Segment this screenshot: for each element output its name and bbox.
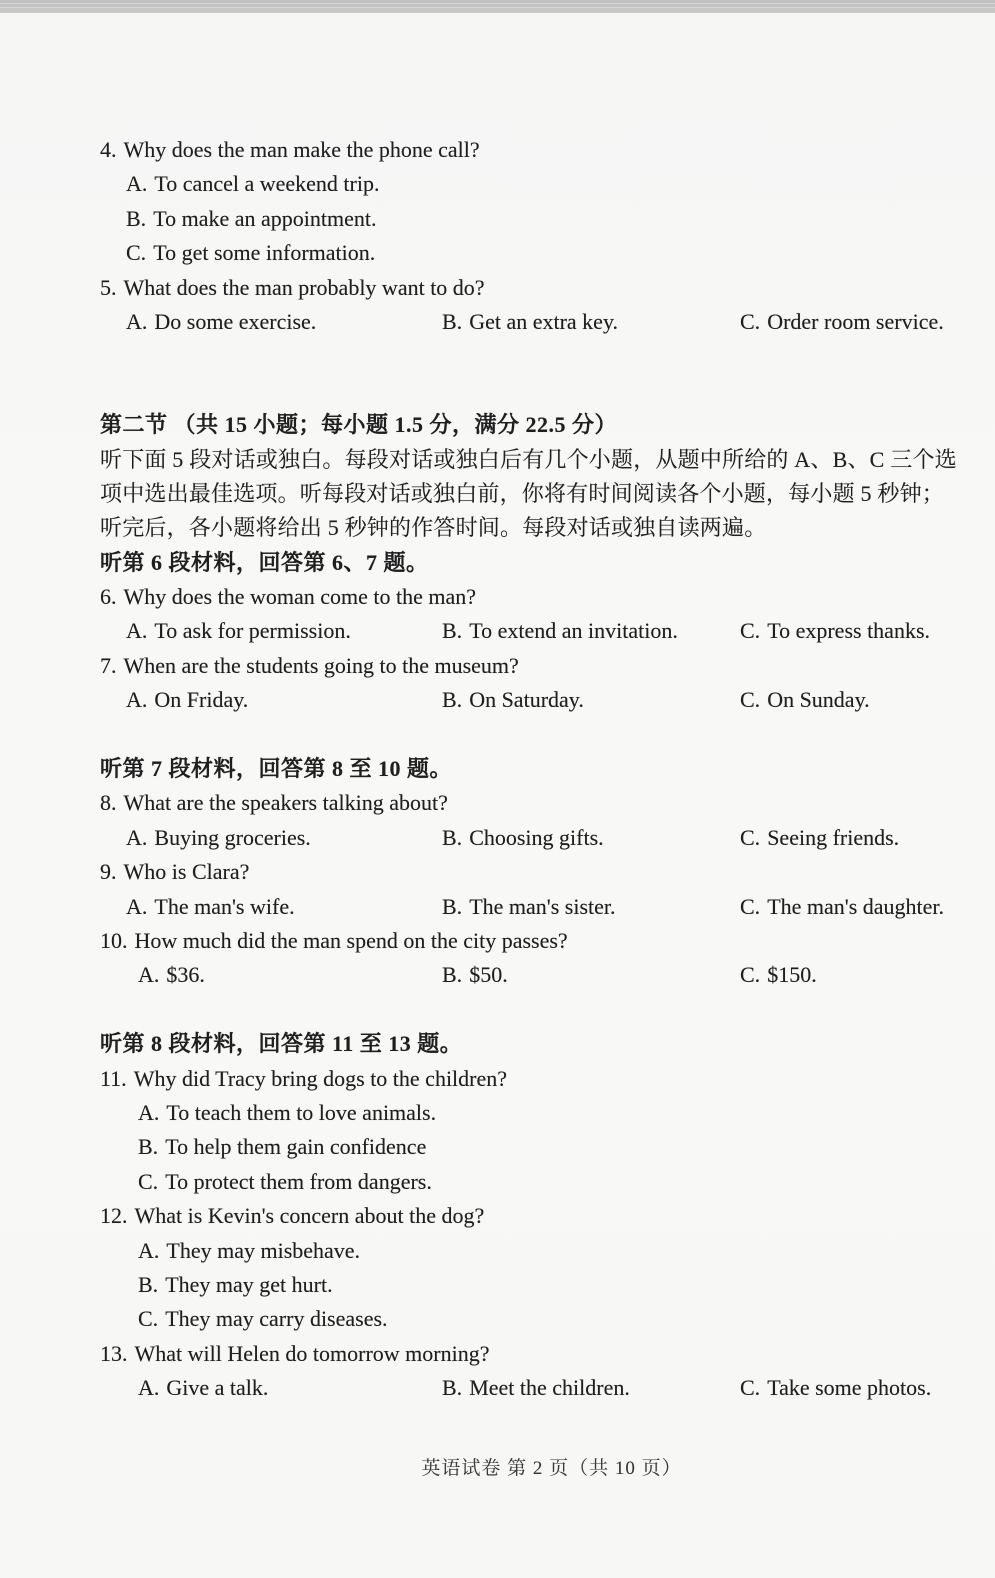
question-text: Why does the man make the phone call? — [123, 137, 480, 162]
question-13 — [100, 1337, 960, 1371]
option-4-C — [100, 236, 960, 270]
option-11-C — [100, 1165, 960, 1199]
option-6-C — [740, 614, 930, 648]
option-label: A. — [138, 1237, 160, 1263]
question-text: Who is Clara? — [123, 859, 250, 885]
option-9-C — [740, 890, 944, 924]
option-text: Take some photos. — [767, 1375, 932, 1401]
question-text: How much did the man spend on the city passes? — [134, 928, 568, 953]
question-number: 8. — [100, 790, 117, 816]
option-text: To cancel a weekend trip. — [154, 171, 380, 197]
option-text: To express thanks. — [767, 618, 931, 644]
blank-gap — [100, 993, 960, 1027]
question-text: What does the man probably want to do? — [123, 274, 485, 300]
option-label: A. — [126, 618, 148, 644]
instructions-line — [100, 443, 960, 477]
option-content — [100, 206, 376, 231]
options-row-7 — [100, 683, 960, 717]
instructions-text: 听完后，各小题将给出 5 秒钟的作答时间。每段对话或独自读两遍。 — [100, 515, 767, 541]
scan-edge-strip — [0, 0, 995, 13]
option-content — [100, 171, 379, 196]
options-row-5 — [100, 305, 960, 339]
instructions-text: 听下面 5 段对话或独白。每段对话或独白后有几个小题，从题中所给的 A、B、C 三个选 — [100, 446, 957, 472]
option-label: C. — [740, 1375, 761, 1401]
option-13-A — [138, 1371, 268, 1405]
option-content — [100, 1169, 432, 1194]
option-text: Choosing gifts. — [469, 824, 604, 850]
question-number: 13. — [100, 1340, 128, 1366]
option-12-C — [100, 1302, 960, 1336]
option-label: C. — [740, 962, 761, 988]
option-text: To make an appointment. — [153, 205, 377, 231]
question-number: 9. — [100, 859, 117, 885]
option-label: C. — [138, 1306, 159, 1332]
question-number: 12. — [100, 1203, 128, 1229]
option-13-B — [442, 1371, 630, 1405]
option-text: On Sunday. — [767, 687, 870, 713]
material-heading — [100, 1027, 960, 1061]
option-12-B — [100, 1268, 960, 1302]
option-13-C — [740, 1371, 931, 1405]
option-text: To protect them from dangers. — [165, 1168, 432, 1194]
option-label: B. — [442, 1375, 463, 1401]
option-text: They may misbehave. — [166, 1237, 361, 1263]
blank-gap — [100, 718, 960, 752]
option-10-B — [442, 958, 508, 992]
option-label: B. — [442, 824, 463, 850]
material-heading-text: 听第 8 段材料，回答第 11 至 13 题。 — [100, 1031, 463, 1057]
option-label: C. — [126, 240, 147, 266]
question-text: Why does the woman come to the man? — [123, 584, 477, 610]
question-10 — [100, 924, 960, 958]
option-label: B. — [138, 1271, 159, 1297]
option-text: The man's sister. — [469, 893, 616, 919]
material-heading-text: 听第 7 段材料，回答第 8 至 10 题。 — [100, 756, 453, 782]
instructions-text: 项中选出最佳选项。听每段对话或独白前，你将有时间阅读各个小题，每小题 5 秒钟； — [100, 480, 945, 506]
option-label: C. — [740, 687, 761, 713]
option-8-C — [740, 821, 899, 855]
options-row-9 — [100, 890, 960, 924]
option-label: B. — [442, 618, 463, 644]
option-label: A. — [138, 962, 160, 988]
question-number: 7. — [100, 652, 117, 678]
option-label: A. — [138, 1099, 160, 1125]
instructions-line — [100, 477, 960, 511]
option-label: C. — [138, 1168, 159, 1194]
question-number: 5. — [100, 274, 117, 300]
option-12-A — [100, 1234, 960, 1268]
option-label: B. — [442, 308, 463, 334]
question-7 — [100, 649, 960, 683]
question-number: 10. — [100, 928, 128, 953]
blank-gap — [100, 339, 960, 408]
option-8-A — [126, 821, 311, 855]
option-7-C — [740, 683, 870, 717]
option-9-A — [126, 890, 295, 924]
option-text: Give a talk. — [166, 1375, 269, 1401]
option-content — [100, 1306, 388, 1331]
option-label: B. — [138, 1134, 159, 1160]
option-label: A. — [138, 1375, 160, 1401]
option-text: Do some exercise. — [154, 308, 317, 334]
option-8-B — [442, 821, 604, 855]
question-text: What is Kevin's concern about the dog? — [134, 1203, 485, 1229]
option-text: $150. — [767, 962, 817, 988]
options-row-6 — [100, 614, 960, 648]
option-content — [100, 1238, 360, 1263]
section-header — [100, 408, 960, 442]
options-row-8 — [100, 821, 960, 855]
option-text: They may carry diseases. — [165, 1306, 388, 1332]
option-label: B. — [442, 962, 463, 988]
option-label: C. — [740, 618, 761, 644]
option-text: Seeing friends. — [767, 824, 900, 850]
question-number: 11. — [100, 1065, 127, 1091]
option-label: A. — [126, 893, 148, 919]
option-text: Meet the children. — [469, 1375, 630, 1401]
option-6-B — [442, 614, 678, 648]
option-label: C. — [740, 308, 761, 334]
option-6-A — [126, 614, 351, 648]
option-text: Buying groceries. — [154, 824, 311, 850]
options-row-13 — [100, 1371, 960, 1405]
question-text: When are the students going to the museum? — [123, 652, 519, 678]
material-heading — [100, 752, 960, 786]
question-number: 6. — [100, 584, 117, 610]
instructions-line — [100, 511, 960, 545]
option-5-C — [740, 305, 944, 339]
option-text: To ask for permission. — [154, 618, 351, 644]
option-text: Order room service. — [767, 308, 944, 334]
question-text: What will Helen do tomorrow morning? — [134, 1340, 490, 1366]
option-4-B — [100, 202, 960, 236]
material-heading — [100, 546, 960, 580]
option-11-B — [100, 1130, 960, 1164]
option-label: B. — [442, 687, 463, 713]
option-5-B — [442, 305, 618, 339]
option-content — [100, 1134, 426, 1159]
option-text: Get an extra key. — [469, 308, 619, 334]
question-5 — [100, 271, 960, 305]
options-row-10 — [100, 958, 960, 992]
option-9-B — [442, 890, 616, 924]
page-footer: 英语试卷 第 2 页（共 10 页） — [421, 1458, 682, 1479]
question-9 — [100, 855, 960, 889]
option-text: To teach them to love animals. — [166, 1099, 437, 1125]
option-label: B. — [126, 205, 147, 231]
option-text: To extend an invitation. — [469, 618, 678, 644]
question-11 — [100, 1062, 960, 1096]
option-11-A — [100, 1096, 960, 1130]
option-label: A. — [126, 171, 148, 197]
question-12 — [100, 1199, 960, 1233]
option-10-C — [740, 958, 817, 992]
option-content — [100, 240, 375, 265]
option-5-A — [126, 305, 316, 339]
question-4 — [100, 133, 960, 167]
option-4-A — [100, 167, 960, 201]
option-text: They may get hurt. — [165, 1271, 333, 1297]
option-text: On Saturday. — [469, 687, 584, 713]
option-10-A — [138, 958, 205, 992]
option-text: To get some information. — [153, 240, 376, 266]
question-text: Why did Tracy bring dogs to the children? — [133, 1065, 508, 1091]
exam-content — [100, 133, 960, 1405]
question-8 — [100, 786, 960, 820]
option-label: A. — [126, 824, 148, 850]
option-7-A — [126, 683, 248, 717]
question-6 — [100, 580, 960, 614]
option-text: To help them gain confidence — [165, 1134, 427, 1160]
option-label: B. — [442, 893, 463, 919]
option-text: On Friday. — [154, 687, 249, 713]
option-label: C. — [740, 824, 761, 850]
section-header-text: 第二节 （共 15 小题；每小题 1.5 分，满分 22.5 分） — [100, 412, 618, 438]
option-label: C. — [740, 893, 761, 919]
question-number: 4. — [100, 137, 117, 162]
option-text: $36. — [166, 962, 205, 988]
option-text: The man's wife. — [154, 893, 295, 919]
option-label: A. — [126, 308, 148, 334]
option-label: A. — [126, 687, 148, 713]
question-text: What are the speakers talking about? — [123, 790, 448, 816]
option-7-B — [442, 683, 584, 717]
option-content — [100, 1272, 333, 1297]
material-heading-text: 听第 6 段材料，回答第 6、7 题。 — [100, 549, 429, 575]
option-content — [100, 1100, 436, 1125]
option-text: $50. — [469, 962, 508, 988]
option-text: The man's daughter. — [767, 893, 945, 919]
